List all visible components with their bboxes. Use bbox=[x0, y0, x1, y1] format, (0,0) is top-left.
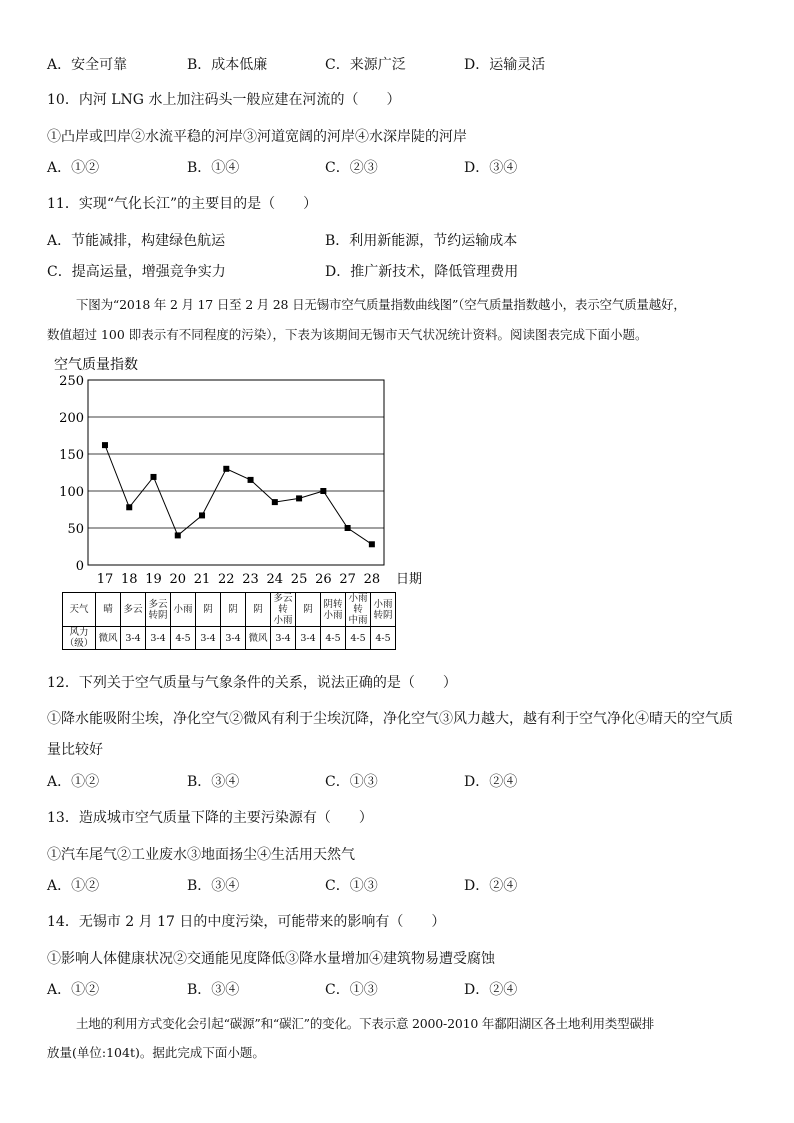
weather-row bbox=[63, 593, 396, 627]
weather-cell: 多云 转阴 bbox=[146, 593, 171, 627]
x-tick-label: 23 bbox=[242, 572, 259, 587]
x-tick-label: 21 bbox=[193, 572, 211, 587]
q10-items: ①凸岸或凹岸②水流平稳的河岸③河道宽阔的河岸④水深岸陡的河岸 bbox=[47, 129, 467, 145]
weather-cell: 阴 bbox=[221, 593, 246, 627]
x-tick-label: 24 bbox=[266, 572, 284, 587]
weather-cell: 多云 bbox=[121, 593, 146, 627]
wind-cell: 4-5 bbox=[321, 627, 346, 650]
q10-option-c: C．②③ bbox=[325, 160, 378, 176]
q9-option-c: C．来源广泛 bbox=[325, 57, 406, 73]
weather-cell: 多云 转 小雨 bbox=[271, 593, 296, 627]
x-tick-label: 18 bbox=[120, 572, 138, 587]
x-tick-label: 28 bbox=[363, 572, 381, 587]
y-tick-label: 150 bbox=[59, 448, 84, 463]
data-point bbox=[369, 541, 375, 547]
y-axis-label: 空气质量指数 bbox=[54, 357, 138, 373]
q9-option-b: B．成本低廉 bbox=[187, 57, 268, 73]
y-tick-label: 200 bbox=[59, 411, 84, 426]
q14-option-a: A．①② bbox=[47, 982, 100, 998]
q11-option-d: D．推广新技术，降低管理费用 bbox=[325, 264, 519, 280]
weather-cell: 阴 bbox=[246, 593, 271, 627]
weather-table bbox=[62, 592, 396, 650]
data-point bbox=[102, 442, 108, 448]
q13-option-d: D．②④ bbox=[464, 878, 518, 894]
weather-cell: 小雨 bbox=[171, 593, 196, 627]
wind-cell: 4-5 bbox=[171, 627, 196, 650]
data-point bbox=[199, 512, 205, 518]
data-point bbox=[126, 504, 132, 510]
q13-items: ①汽车尾气②工业废水③地面扬尘④生活用天然气 bbox=[47, 847, 355, 863]
weather-cell: 晴 bbox=[96, 593, 121, 627]
q14-option-c: C．①③ bbox=[325, 982, 378, 998]
q11-stem: 11．实现“气化长江”的主要目的是（ ） bbox=[47, 196, 318, 212]
data-point bbox=[175, 532, 181, 538]
wind-cell: 3-4 bbox=[196, 627, 221, 650]
wind-row bbox=[63, 627, 396, 650]
x-tick-label: 27 bbox=[339, 572, 356, 587]
wind-header-cell: 风力 （级） bbox=[63, 627, 96, 650]
q9-option-a: A．安全可靠 bbox=[47, 57, 128, 73]
q12-items-line2: 量比较好 bbox=[47, 742, 103, 758]
weather-cell: 阴 bbox=[296, 593, 321, 627]
wind-cell: 微风 bbox=[96, 627, 121, 650]
q11-option-b: B．利用新能源，节约运输成本 bbox=[325, 233, 518, 249]
wind-cell: 3-4 bbox=[271, 627, 296, 650]
weather-cell: 阴转 小雨 bbox=[321, 593, 346, 627]
q12-option-b: B．③④ bbox=[187, 774, 240, 790]
data-point bbox=[151, 474, 157, 480]
wind-cell: 4-5 bbox=[346, 627, 371, 650]
x-tick-label: 25 bbox=[290, 572, 308, 587]
weather-cell: 小雨 转阴 bbox=[371, 593, 396, 627]
data-point bbox=[248, 477, 254, 483]
y-tick-label: 250 bbox=[59, 374, 84, 389]
q10-stem: 10．内河 LNG 水上加注码头一般应建在河流的（ ） bbox=[47, 92, 401, 108]
q11-option-a: A．节能减排，构建绿色航运 bbox=[47, 233, 226, 249]
q10-option-a: A．①② bbox=[47, 160, 100, 176]
q10-option-d: D．③④ bbox=[464, 160, 518, 176]
intro1-line2: 数值超过 100 即表示有不同程度的污染），下表为该期间无锡市天气状况统计资料。阅读图表完成下面小题。 bbox=[47, 327, 648, 342]
intro2-line2: 放量(单位:104t)。据此完成下面小题。 bbox=[47, 1045, 265, 1060]
q14-items: ①影响人体健康状况②交通能见度降低③降水量增加④建筑物易遭受腐蚀 bbox=[47, 951, 495, 967]
q12-option-a: A．①② bbox=[47, 774, 100, 790]
q13-stem: 13．造成城市空气质量下降的主要污染源有（ ） bbox=[47, 810, 373, 826]
q14-option-d: D．②④ bbox=[464, 982, 518, 998]
y-tick-label: 100 bbox=[59, 485, 84, 500]
x-tick-label: 17 bbox=[96, 572, 114, 587]
q12-stem: 12．下列关于空气质量与气象条件的关系，说法正确的是（ ） bbox=[47, 675, 457, 691]
q14-stem: 14．无锡市 2 月 17 日的中度污染，可能带来的影响有（ ） bbox=[47, 914, 446, 930]
q13-option-c: C．①③ bbox=[325, 878, 378, 894]
y-tick-label: 0 bbox=[75, 559, 84, 574]
q12-option-d: D．②④ bbox=[464, 774, 518, 790]
weather-cell: 小雨 转 中雨 bbox=[346, 593, 371, 627]
intro2-line1: 土地的利用方式变化会引起“碳源”和“碳汇”的变化。下表示意 2000-2010 年鄱阳湖区各土地利用类型碳排 bbox=[76, 1016, 655, 1031]
plot-frame bbox=[88, 380, 384, 565]
data-point bbox=[296, 495, 302, 501]
q12-option-c: C．①③ bbox=[325, 774, 378, 790]
data-point bbox=[223, 466, 229, 472]
q13-option-a: A．①② bbox=[47, 878, 100, 894]
wind-cell: 4-5 bbox=[371, 627, 396, 650]
q9-option-d: D．运输灵活 bbox=[464, 57, 546, 73]
series-line bbox=[105, 445, 372, 544]
q10-option-b: B．①④ bbox=[187, 160, 240, 176]
x-axis-label: 日期 bbox=[396, 572, 423, 587]
data-point bbox=[320, 488, 326, 494]
x-tick-label: 20 bbox=[169, 572, 187, 587]
q11-option-c: C．提高运量，增强竞争实力 bbox=[47, 264, 226, 280]
data-point bbox=[272, 499, 278, 505]
x-tick-label: 19 bbox=[145, 572, 162, 587]
weather-header-cell: 天气 bbox=[63, 593, 96, 627]
wind-cell: 3-4 bbox=[296, 627, 321, 650]
weather-cell: 阴 bbox=[196, 593, 221, 627]
wind-cell: 3-4 bbox=[146, 627, 171, 650]
wind-cell: 3-4 bbox=[121, 627, 146, 650]
q12-items-line1: ①降水能吸附尘埃，净化空气②微风有利于尘埃沉降，净化空气③风力越大，越有利于空气净化④晴天的空气质 bbox=[47, 711, 733, 727]
air-quality-chart bbox=[50, 355, 450, 587]
x-tick-label: 22 bbox=[218, 572, 235, 587]
wind-cell: 3-4 bbox=[221, 627, 246, 650]
intro1-line1: 下图为“2018 年 2 月 17 日至 2 月 28 日无锡市空气质量指数曲线图”（空气质量指数越小，表示空气质量越好， bbox=[76, 297, 686, 312]
q13-option-b: B．③④ bbox=[187, 878, 240, 894]
wind-cell: 微风 bbox=[246, 627, 271, 650]
data-point bbox=[345, 525, 351, 531]
y-tick-label: 50 bbox=[67, 522, 84, 537]
x-tick-label: 26 bbox=[315, 572, 332, 587]
q14-option-b: B．③④ bbox=[187, 982, 240, 998]
